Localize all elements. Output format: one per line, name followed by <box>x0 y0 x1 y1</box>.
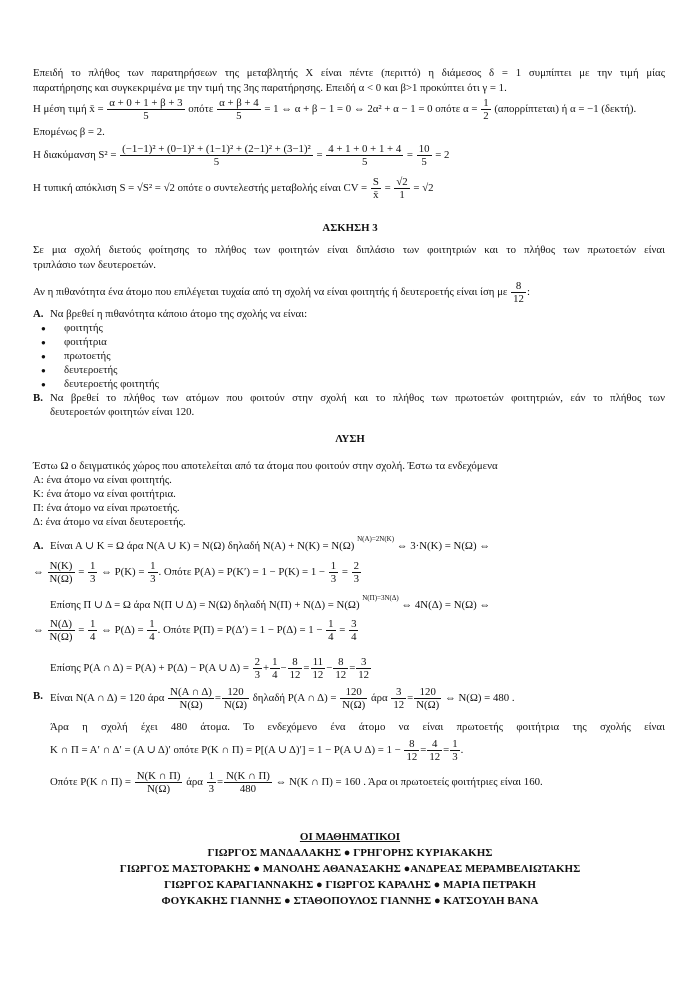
mean-rest: = 1 ⇔ α + β − 1 = 0 ⇔ 2α² + α − 1 = 0 οπότε α = <box>264 102 478 115</box>
sd-equation: Η τυπική απόκλιση S = √S² = √2 οπότε ο συντελεστής μεταβολής είναι CV = $\frac{S}{x̄}$ = $\frac{√2}{1}$ = √2 <box>33 176 434 201</box>
solution-b-line1: Είναι Ν(Α ∩ Δ) = 120 άρα $\frac{N(A \cap \Delta)}{N(\Omega)}$ = $\frac{120}{N(\Omega)}$ δηλαδή Ρ(Α ∩ Δ) = $\frac{120}{N(\Omega)}$ άρα $\frac{3}{12}$ = $\frac{120}{N(\Omega)}$ ⇔ Ν(Ω) = 480 . <box>50 686 515 711</box>
question-b-line2: δευτεροετών φοιτητών είναι 120. <box>50 406 195 418</box>
variance-fraction-3: $\frac{10}{5}$ <box>418 143 430 168</box>
cv-fraction-1: $\frac{S}{x̄}$ <box>372 176 379 201</box>
event-line: Κ: ένα άτομο να είναι φοιτήτρια. <box>33 488 176 500</box>
solution-b-line2: Άρα η σχολή έχει 480 άτομα. Το ενδεχόμενο ένα άτομο να είναι πρωτοετής φοιτήτρια της σχολής είναι <box>50 721 665 733</box>
exercise-p2: Αν η πιθανότητα ένα άτομο που επιλέγεται τυχαία από τη σχολή να είναι φοιτητής ή δευτεροετής είναι ίση με $\frac{8}{12}$ : <box>33 280 530 305</box>
bullet-icon: ● <box>41 338 46 347</box>
exercise-p2-fraction: $\frac{8}{12}$ <box>513 280 524 305</box>
intro-line-1: Επειδή το πλήθος των παρατηρήσεων της μεταβλητής Χ είναι πέντε (περιττό) η διάμεσος δ = 1 συμπίπτει με την τιμή μίας <box>33 67 665 79</box>
bullet-item: δευτεροετής <box>64 364 118 376</box>
solution-b-label: Β. <box>33 690 43 702</box>
quarter-fraction: $\frac{1}{4}$ <box>90 618 96 643</box>
bullet-item: πρωτοετής <box>64 350 111 362</box>
solution-a-line3: Επίσης Π ∪ Δ = Ω άρα Ν(Π ∪ Δ) = Ν(Ω) δηλαδή Ν(Π) + Ν(Δ) = Ν(Ω) $^{N(\Pi)=3N(\Delta)}$ ⇔ 4Ν(Δ) = Ν(Ω) ⇔ <box>50 594 491 611</box>
solution-title: ΛΥΣΗ <box>335 433 365 445</box>
alpha-fraction: $\frac{1}{2}$ <box>483 97 489 122</box>
cv-end: = √2 <box>413 181 434 194</box>
quarter-fraction: $\frac{1}{4}$ <box>328 618 334 643</box>
solution-a-line4: ⇔ $\frac{N(\Delta)}{N(\Omega)}$ = $\frac{1}{4}$ ⇔ Ρ(Δ) = $\frac{1}{4}$ . Οπότε Ρ(Π) = Ρ(Δ′) = 1 − Ρ(Δ) = 1 − $\frac{1}{4}$ = $\frac{3}{4}$ <box>33 618 357 643</box>
bullet-icon: ● <box>41 380 46 389</box>
question-a-text: Να βρεθεί η πιθανότητα κάποιο άτομο της σχολής να είναι: <box>50 308 308 320</box>
bullet-icon: ● <box>41 324 46 333</box>
mean-prefix: Η μέση τιμή x̄ = <box>33 102 104 115</box>
question-b-line1: Να βρεθεί το πλήθος των ατόμων που φοιτούν στην σχολή και το πλήθος των πρωτοετών φοιτητριών, εάν το πλήθος των <box>50 392 665 404</box>
variance-end: = 2 <box>435 148 450 161</box>
exercise-p1-line2: τριπλάσιο των δευτεροετών. <box>33 259 157 271</box>
solution-a-line2: ⇔ $\frac{N(K)}{N(\Omega)}$ = $\frac{1}{3}$ ⇔ Ρ(Κ) = $\frac{1}{3}$ . Οπότε Ρ(Α) = Ρ(Κ′) = 1 − Ρ(Κ) = 1 − $\frac{1}{3}$ = $\frac{2}{3}$ <box>33 560 360 585</box>
solution-b-line3: Κ ∩ Π = Α′ ∩ Δ′ = (Α ∪ Δ)′ οπότε Ρ(Κ ∩ Π) = Ρ[(Α ∪ Δ)′] = 1 − Ρ(Α ∪ Δ) = 1 − $\frac{8}{12}$ = $\frac{4}{12}$ = $\frac{1}{3}$ . <box>50 738 464 763</box>
question-b-label: Β. <box>33 392 43 404</box>
exercise-p1-line1: Σε μια σχολή διετούς φοίτησης το πλήθος των φοιτητών είναι διπλάσιο των φοιτητριών και το πλήθος των πρωτοετών είναι <box>33 244 665 256</box>
authors-heading: ΟΙ ΜΑΘΗΜΑΤΙΚΟΙ <box>299 831 401 843</box>
authors-line: ΓΙΩΡΓΟΣ ΚΑΡΑΓΙΑΝΝΑΚΗΣ ● ΓΙΩΡΓΟΣ ΚΑΡΑΛΗΣ ● ΜΑΡΙΑ ΠΕΤΡΑΚΗ <box>164 879 536 891</box>
hint-note: Ν(Α)=2Ν(Κ) <box>357 535 395 543</box>
exercise-p2-text: Αν η πιθανότητα ένα άτομο που επιλέγεται τυχαία από τη σχολή να είναι φοιτητής ή δευτεροετής είναι ίση με <box>33 285 508 298</box>
cv-fraction-2: $\frac{√2}{1}$ <box>396 176 408 201</box>
exercise-title: ΑΣΚΗΣΗ 3 <box>322 222 378 234</box>
authors-line: ΦΟΥΚΑΚΗΣ ΓΙΑΝΝΗΣ ● ΣΤΑΘΟΠΟΥΛΟΣ ΓΙΑΝΝΗΣ ● ΚΑΤΣΟΥΛΗ ΒΑΝΑ <box>161 895 539 907</box>
variance-prefix: Η διακύμανση S² = <box>33 148 117 161</box>
authors-line: ΓΙΩΡΓΟΣ ΜΑΣΤΟΡΑΚΗΣ ● ΜΑΝΟΛΗΣ ΑΘΑΝΑΣΑΚΗΣ ●ΑΝΔΡΕΑΣ ΜΕΡΑΜΒΕΛΙΩΤΑΚΗΣ <box>119 863 581 875</box>
solution-intro: Έστω Ω ο δειγματικός χώρος που αποτελείται από τα άτομα που φοιτούν στην σχολή. Έστω τα ενδεχόμενα <box>33 460 498 472</box>
one-third-fraction: $\frac{1}{3}$ <box>90 560 96 585</box>
three-quarters-fraction: $\frac{3}{4}$ <box>351 618 357 643</box>
variance-fraction-1: $\frac{\text{(−1−1)² + (0−1)² + (1−1)² + (2−1)² + (3−1)²}}{5}$ <box>122 143 311 168</box>
alpha-rest: (απορρίπτεται) ή α = −1 (δεκτή). <box>494 102 637 115</box>
event-line: Α: ένα άτομο να είναι φοιτητής. <box>33 474 172 486</box>
bullet-item: φοιτητής <box>64 322 103 334</box>
intro-line-2: παρατήρησης και συγκεκριμένα με την τιμή της 3ης παρατήρησης. Επειδή α < 0 και β>1 προκύπτει ότι γ = 1. <box>33 82 507 94</box>
sd-text: Η τυπική απόκλιση S = √S² = √2 οπότε ο συντελεστής μεταβολής είναι CV = <box>33 181 368 194</box>
bullet-icon: ● <box>41 366 46 375</box>
mean-equation <box>33 97 636 122</box>
quarter-fraction: $\frac{1}{4}$ <box>149 618 155 643</box>
two-thirds-fraction: $\frac{2}{3}$ <box>353 560 360 585</box>
solution-a-label: Α. <box>33 540 44 552</box>
mean-fraction: $\frac{\alpha + 0 + 1 + \beta + 3}{5}$ <box>109 97 183 122</box>
solution-a-line1: Είναι Α ∪ Κ = Ω άρα Ν(Α ∪ Κ) = Ν(Ω) δηλαδή Ν(Α) + Ν(Κ) = Ν(Ω) $^{N(A)=2N(K)}$ ⇔ 3·Ν(Κ) = Ν(Ω) ⇔ <box>50 535 491 552</box>
question-a-label: Α. <box>33 308 44 320</box>
beta-line: Επομένως β = 2. <box>33 126 105 138</box>
authors-line: ΓΙΩΡΓΟΣ ΜΑΝΔΑΛΑΚΗΣ ● ΓΡΗΓΟΡΗΣ ΚΥΡΙΑΚΑΚΗΣ <box>207 847 493 859</box>
one-third-fraction: $\frac{1}{3}$ <box>150 560 156 585</box>
mean-fraction-2: $\frac{\alpha + \beta + 4}{5}$ <box>219 97 259 122</box>
nk-fraction: $\frac{N(K)}{N(\Omega)}$ <box>49 560 73 585</box>
bullet-icon: ● <box>41 352 46 361</box>
mean-opote: οπότε <box>188 102 214 115</box>
nd-fraction: $\frac{N(\Delta)}{N(\Omega)}$ <box>49 618 73 643</box>
one-third-fraction: $\frac{1}{3}$ <box>330 560 337 585</box>
bullet-item: δευτεροετής φοιτητής <box>64 378 159 390</box>
event-line: Δ: ένα άτομο να είναι δευτεροετής. <box>33 516 186 528</box>
event-line: Π: ένα άτομο να είναι πρωτοετής. <box>33 502 180 514</box>
bullet-item: φοιτήτρια <box>64 336 107 348</box>
solution-a-line5: Επίσης Ρ(Α ∩ Δ) = Ρ(Α) + Ρ(Δ) − Ρ(Α ∪ Δ) = $\frac{2}{3}$ + $\frac{1}{4}$ − $\frac{8}{12}$ = $\frac{11}{12}$ − $\frac{8}{12}$ = $\frac{3}{12}$ <box>50 656 370 681</box>
variance-equation: Η διακύμανση S² = $\frac{\text{(−1−1)² + (0−1)² + (1−1)² + (2−1)² + (3−1)²}}{5}$ = $\frac{4 + 1 + 0 + 1 + 4}{5}$ = $\frac{10}{5}$ = 2 <box>33 143 450 168</box>
hint-note: Ν(Π)=3Ν(Δ) <box>362 594 399 602</box>
solution-b-line4: Οπότε Ρ(Κ ∩ Π) = $\frac{N(K \cap \Pi)}{N(\Omega)}$ άρα $\frac{1}{3}$ = $\frac{N(K \cap \Pi)}{480}$ ⇔ Ν(Κ ∩ Π) = 160 . Άρα οι πρωτοετείς φοιτήτριες είναι 160. <box>50 770 543 795</box>
variance-fraction-2: $\frac{4 + 1 + 0 + 1 + 4}{5}$ <box>328 143 402 168</box>
